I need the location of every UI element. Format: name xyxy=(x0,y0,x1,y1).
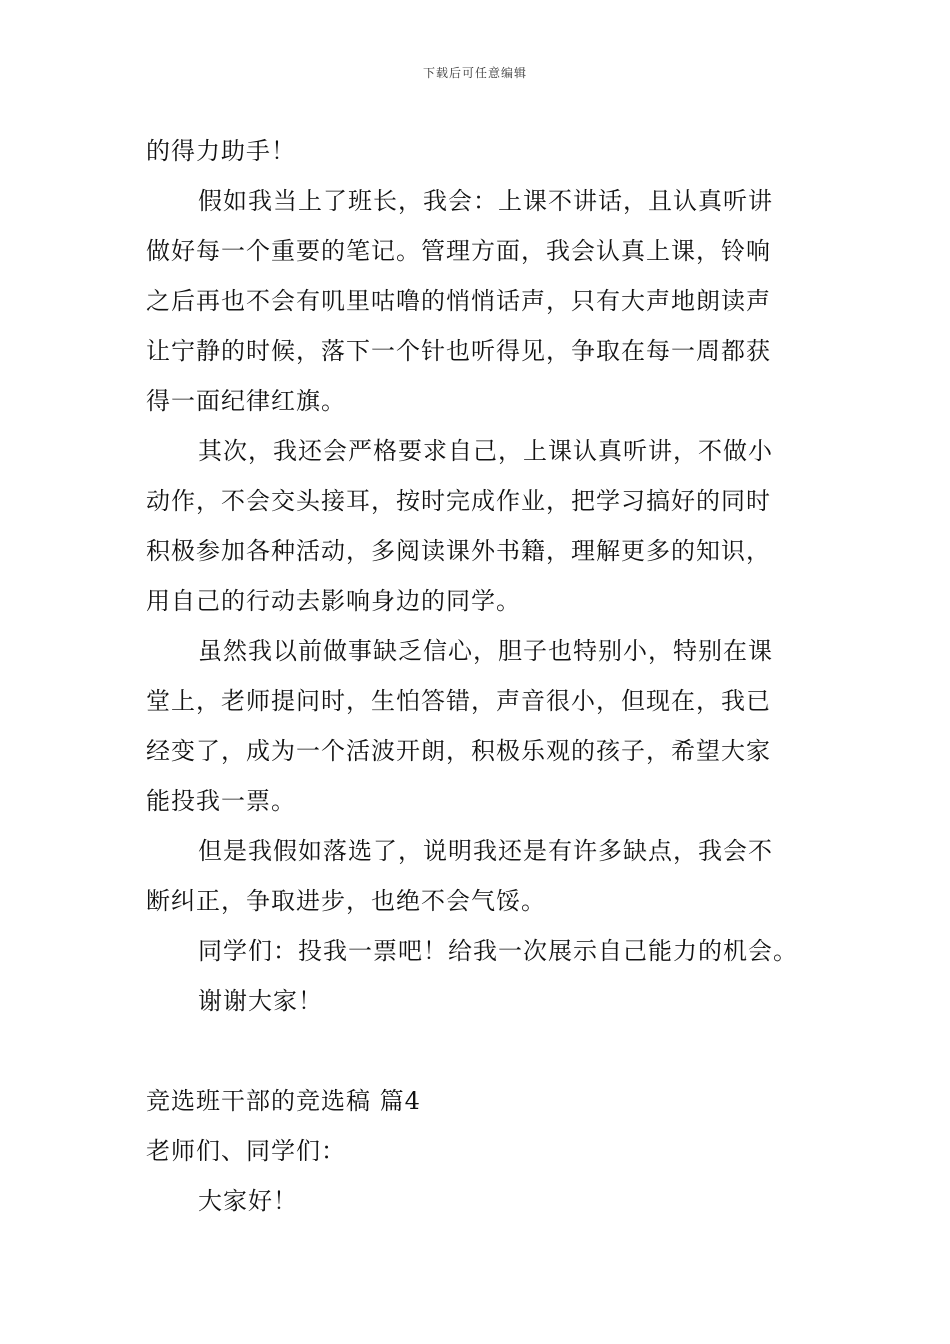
salutation-line: 老师们、同学们： xyxy=(146,1137,346,1165)
page-header: 下载后可任意编辑 xyxy=(422,66,527,80)
greeting-line: 大家好！ xyxy=(198,1187,298,1215)
paragraph-start-line: 假如我当上了班长，我会：上课不讲话，且认真听讲 xyxy=(198,187,773,215)
text-line: 做好每一个重要的笔记。管理方面，我会认真上课，铃响 xyxy=(146,237,771,265)
section-title: 竞选班干部的竞选稿 篇4 xyxy=(146,1087,421,1115)
text-line: 经变了，成为一个活波开朗，积极乐观的孩子，希望大家 xyxy=(146,737,771,765)
text-line: 让宁静的时候，落下一个针也听得见，争取在每一周都获 xyxy=(146,337,771,365)
paragraph-start-line: 虽然我以前做事缺乏信心，胆子也特别小，特别在课 xyxy=(198,637,773,665)
text-line: 动作，不会交头接耳，按时完成作业，把学习搞好的同时 xyxy=(146,487,771,515)
text-line: 能投我一票。 xyxy=(146,787,296,815)
text-line: 得一面纪律红旗。 xyxy=(146,387,346,415)
text-line: 用自己的行动去影响身边的同学。 xyxy=(146,587,521,615)
text-line: 的得力助手！ xyxy=(146,137,296,165)
text-line: 积极参加各种活动，多阅读课外书籍，理解更多的知识， xyxy=(146,537,771,565)
text-line: 堂上，老师提问时，生怕答错，声音很小，但现在，我已 xyxy=(146,687,771,715)
paragraph-start-line: 但是我假如落选了，说明我还是有许多缺点，我会不 xyxy=(198,837,773,865)
document-body xyxy=(146,126,808,1226)
text-line: 断纠正，争取进步，也绝不会气馁。 xyxy=(146,887,546,915)
paragraph-start-line: 其次，我还会严格要求自己，上课认真听讲，不做小 xyxy=(198,437,773,465)
text-line: 之后再也不会有叽里咕噜的悄悄话声，只有大声地朗读声 xyxy=(146,287,771,315)
paragraph-start-line: 同学们：投我一票吧！给我一次展示自己能力的机会。 xyxy=(198,937,798,965)
closing-line: 谢谢大家！ xyxy=(198,987,323,1015)
blank-line xyxy=(146,1026,808,1076)
